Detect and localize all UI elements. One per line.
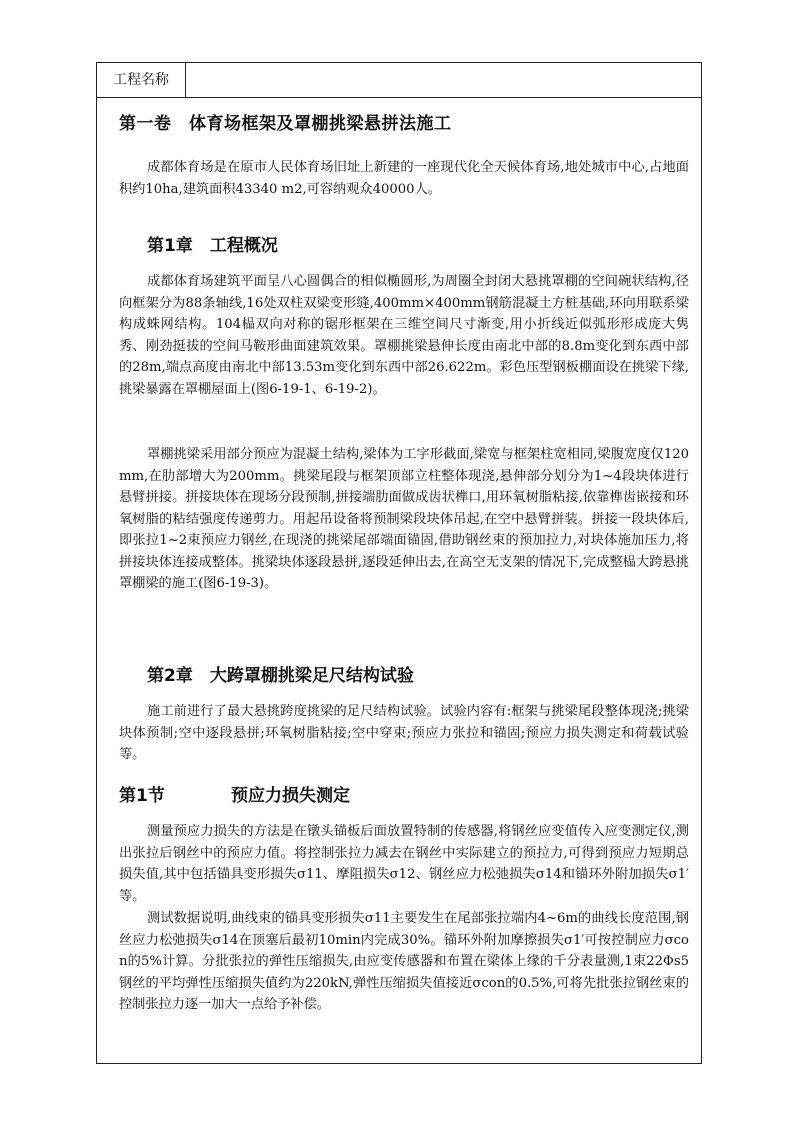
chapter-1-paragraph-1: 成都体育场建筑平面呈八心圆偶合的相似椭圆形,为周圈全封闭大悬挑罩棚的空间碗状结构,径向框架分为88条轴线,16处双柱双梁变形缝,400mm×400mm钢筋混凝土方桩基础,环向用联系梁构成蛛网结构。104榀双向对称的锯形框架在三维空间尺寸渐变,用小折线近似弧形形成庞大隽秀、刚劲挺拔的空间马鞍形曲面建筑效果。罩棚挑梁悬伸长度由南北中部的8.8m变化到东西中部的28m,端点高度由南北中部13.53m变化到东西中部26.622m。彩色压型钢板棚面设在挑梁下缘,挑梁暴露在罩棚屋面上(图6-19-1、6-19-2)。: [119, 274, 689, 397]
chapter-2-title: 第2章 大跨罩棚挑梁足尺结构试验: [147, 666, 414, 686]
chapter-1-title: 第1章 工程概况: [147, 236, 278, 256]
section-1-heading: [119, 781, 350, 806]
document-frame: [96, 62, 702, 1064]
chapter-2-paragraph-1: 施工前进行了最大悬挑跨度挑梁的足尺结构试验。试验内容有:框架与挑梁尾段整体现浇;挑梁块体预制;空中逐段悬拼;环氧树脂粘接;空中穿束;预应力张拉和锚固;预应力损失测定和荷载试验等。: [119, 704, 689, 762]
section-1-title: 预应力损失测定: [231, 786, 350, 806]
section-1-number: 第1节: [119, 786, 165, 806]
intro-paragraph: 成都体育场是在原市人民体育场旧址上新建的一座现代化全天候体育场,地处城市中心,占地面积约10ha,建筑面积43340 m2,可容纳观众40000人。: [119, 160, 689, 197]
chapter-1-paragraph-2: 罩棚挑梁采用部分预应为混凝土结构,梁体为工字形截面,梁宽与框架柱宽相同,梁腹宽度仅120mm,在肋部增大为200mm。挑梁尾段与框架顶部立柱整体现浇,悬伸部分划分为1~4段块体进行悬臂拼接。拼接块体在现场分段预制,拼接端肋面做成齿状榫口,用环氧树脂粘接,依靠榫齿嵌接和环氧树脂的粘结强度传递剪力。用起吊设备将预制梁段块体吊起,在空中悬臂拼装。拼接一段块体后,即张拉1~2束预应力钢丝,在现浇的挑梁尾部端面锚固,借助钢丝束的预加拉力,对块体施加压力,将拼接块体连接成整体。挑梁块体逐段悬拼,逐段延伸出去,在高空无支架的情况下,完成整榀大跨悬挑罩棚梁的施工(图6-19-3)。: [119, 447, 689, 591]
section-1-paragraph-2: 测试数据说明,曲线束的锚具变形损失σ11主要发生在尾部张拉端内4~6m的曲线长度范围,钢丝应力松弛损失σ14在顶塞后最初10min内完成30%。锚环外附加摩擦损失σ1′可按控制应力σcon的5%计算。分批张拉的弹性压缩损失,由应变传感器和布置在梁体上缘的千分表量测,1束22Φs5钢丝的平均弹性压缩损失值约为220kN,弹性压缩损失值接近σcon的0.5%,可将先批张拉钢丝束的控制张拉力逐一加大一点给予补偿。: [119, 911, 689, 1012]
section-1-paragraph-1: 测量预应力损失的方法是在镦头锚板后面放置特制的传感器,将钢丝应变值传入应变测定仪,测出张拉后钢丝中的预应力值。将控制张拉力减去在钢丝中实际建立的预拉力,可得到预应力短期总损失值,其中包括锚具变形损失σ11、摩阻损失σ12、钢丝应力松弛损失σ14和锚环外附加损失σ1′等。: [119, 824, 689, 904]
volume-title: 第一卷 体育场框架及罩棚挑梁悬拼法施工: [119, 114, 452, 134]
project-name-value: [186, 63, 701, 97]
project-name-label: 工程名称: [97, 63, 186, 97]
header-row: [97, 63, 701, 98]
